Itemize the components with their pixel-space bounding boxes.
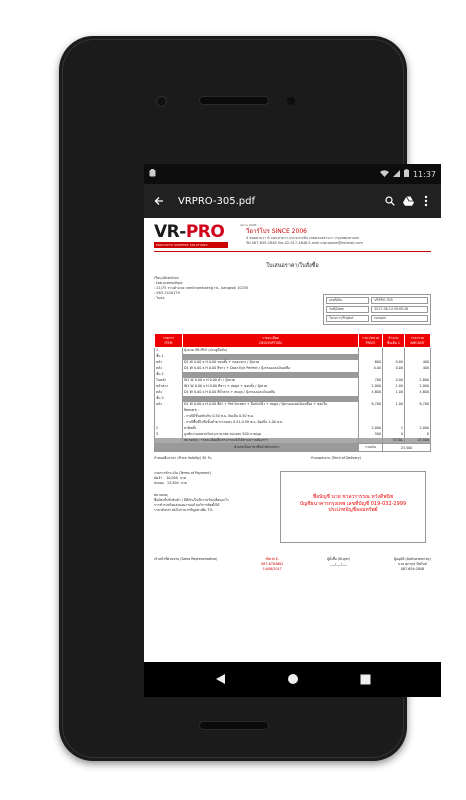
bank-account-box [280, 471, 426, 543]
cell-amt: 23,500 [405, 438, 431, 444]
cell-qty: 1.00 [383, 390, 405, 396]
company-logo [154, 224, 228, 248]
cell-item: ชั้น 2 [155, 372, 183, 378]
cell-price: 0.00 [359, 366, 383, 372]
col-amount-header: ราคารวม AMOUNT [405, 334, 431, 348]
letterhead [154, 224, 431, 252]
cell-desc: มุ้งลวด VR-PRO (ประตูมือจับ) [183, 348, 359, 354]
lower-section [154, 471, 431, 543]
cell-amt: 0 [405, 432, 431, 438]
meta-key: วันที่/Date [326, 306, 369, 313]
total-amount-label: รวมเงิน [359, 444, 383, 452]
cell-qty: 4.00 [383, 378, 405, 384]
total-in-words: ตัวเลขเป็นภาษาที่หน้าอักษรต่าง [155, 444, 359, 452]
cell-item: หลัง [155, 402, 183, 408]
terms-row [154, 456, 431, 461]
customer-line: : 083-7416179 [154, 291, 180, 295]
note-line: ราคาดังกล่าวยังไม่รวมภาษีมูลค่าเพิ่ม 7% [154, 508, 213, 513]
cell-item: ชั้น 3 [155, 396, 183, 402]
items-table [154, 333, 431, 452]
payment-row: มัดจำ 10,000 บาท [154, 476, 187, 481]
cell-qty: 0.00 [383, 360, 405, 366]
cell-desc: W1 W 0.00 x H 0.00 ดำ / มุ้งลวด [183, 378, 359, 384]
cell-amt: 400 [405, 360, 431, 366]
col-description-header: รายละเอียด DESCRIPTION [183, 334, 359, 348]
cell-price: 6,700 [359, 402, 383, 408]
home-nav-icon[interactable] [287, 670, 299, 689]
meta-value: VRPRO-305 [371, 297, 428, 304]
cell-price: 500 [359, 432, 383, 438]
bank-line: ประเภทบัญชีออมทรัพย์ [328, 507, 378, 513]
bank-line: บัญชีธนาคารกรุงเทพ เลขที่บัญชี 019-032-2999 [299, 500, 407, 507]
customer-line: : 21/75 รามคำแหง ramkhamhaeng rd., bangkok 10230 [154, 286, 249, 290]
cell-qty: TOTAL [383, 438, 405, 444]
wifi-icon [380, 170, 389, 179]
col-qty-header: จำนวน ชิ้นเต็ม 1 [383, 334, 405, 348]
cell-desc: W1 W 0.00 x H 0.00 สีขาว + สมดุล + ขอบตั้ง / มุ้งลวด [183, 384, 359, 390]
drive-icon[interactable] [399, 192, 417, 210]
cell-qty: 1 [383, 426, 405, 432]
customer-line: : tbb.prompthpa [154, 281, 183, 285]
clock: 11:37 [412, 169, 436, 179]
customer-info [154, 276, 248, 325]
cell-qty: 1.00 [383, 402, 405, 408]
note-line: การชำระพร้อมส่งมอบงานแล้ว/บริการติดตั้งได้ [154, 503, 220, 508]
meta-value: lumpini [371, 315, 428, 322]
document-title: VRPRO-305.pdf [178, 195, 256, 207]
company-info [246, 228, 363, 246]
since-label: since 2006 [240, 223, 257, 227]
cell-amt: 2,800 [405, 378, 431, 384]
bottom-speaker [199, 721, 269, 730]
signature-row [154, 557, 431, 572]
total-row [155, 444, 431, 452]
cell-item: 1 [155, 348, 183, 354]
cell-desc: ค่าติดตั้ง [183, 426, 359, 432]
quote-meta-table [323, 294, 431, 325]
notes-title: หมายเหตุ [154, 492, 168, 497]
cell-qty: 0.00 [383, 366, 405, 372]
cell-price: 700 [359, 378, 383, 384]
cell-amt: 2,000 [405, 426, 431, 432]
cell-item: หลัง [155, 366, 183, 372]
back-nav-icon[interactable] [215, 670, 226, 689]
meta-key: โครงการ/Project [326, 315, 369, 322]
proximity-sensor [287, 97, 295, 105]
cell-item: หน้าต่าง [155, 384, 183, 390]
back-arrow-icon[interactable] [150, 192, 168, 210]
meta-row [326, 315, 428, 322]
app-bar [144, 184, 441, 218]
cell-desc: Remark : [183, 408, 359, 414]
cell-desc: หมายเหตุ : รายละเอียดอื่นสามารถแจ้งได้ตามความต้องการ [183, 438, 359, 444]
authorized-signature: ผู้อนุมัติ (Authorized by) นาย ศุภากุล มีสกันธ์ 087-659-2848 [393, 557, 431, 571]
note-line: ชื่อบัตรที่ปรับสินค้า / มีสีเกิน/ไม่มีการปรับเปลี่ยนอะไร [154, 497, 229, 502]
cell-item: 3 [155, 432, 183, 438]
cell-amt: 2,000 [405, 384, 431, 390]
payment-notes [154, 471, 274, 543]
payment-title: งวดการชำระเงิน (Terms of Payment) [154, 471, 211, 475]
cell-amt: 6,700 [405, 402, 431, 408]
meta-value: 2017-08-14 09:09:26 [371, 306, 428, 313]
logo-tagline: PRODUCTS SCREENS SOLUTIONS [154, 242, 228, 248]
cell-price: 2,000 [359, 426, 383, 432]
sales-rep-details: Mardi K. 087-6784682 14/08/2017 [261, 557, 284, 571]
pdf-page [144, 218, 441, 662]
front-camera [156, 96, 167, 107]
notification-icon [149, 169, 156, 179]
screen [144, 164, 441, 697]
battery-icon [404, 169, 409, 179]
cell-price: 4,800 [359, 390, 383, 396]
signal-icon [393, 170, 400, 179]
cell-desc: D1 W 0.00 x H 0.00 สีดำ + Pet Screen + มือจับ5นิ้ว + สมดุล / มุ้งกรองแสงเงินเหลือง + ขอบใน [183, 402, 359, 408]
recents-nav-icon[interactable] [360, 670, 371, 689]
customer-block [154, 276, 431, 325]
company-contact: Tel.087-659-2848 Fax.02-917-4848 E-mail:vrproarea@hotmail.com [246, 241, 363, 245]
bank-line: ชื่อบัญชี นาย ชวลวรวรรณ หวังดีพนิช [312, 494, 394, 500]
company-address: 4 ซอยสามวา 6 ถนนสามวา แขวงบางชัน เขตคลองสามวา กรุงเทพมหานคร [246, 236, 360, 240]
search-icon[interactable] [381, 192, 399, 210]
cell-desc: - กรณีพื้นที่ไม่ถึงขั้นต่ำตารางเมตร 0.51-0.99 ซ.ม. คิดเป็น 1.00 ซ.ม. [183, 420, 359, 426]
more-options-icon[interactable] [417, 192, 435, 210]
customer-line: : ไบยอ [154, 296, 165, 300]
delivery-term: กำหนดส่งงาน (Term of Delivery) [310, 456, 361, 460]
sales-signature: เจ้าหน้าที่ฝ่ายขาย (Sales Representative) [154, 557, 218, 561]
cell-item: หลัง [155, 390, 183, 396]
attention-label: เรียน/Attention [154, 276, 179, 280]
col-price-header: ราคา/หน่วย PRICE [359, 334, 383, 348]
cell-desc: D1 W 0.00 x H 0.00 สีขาว + Door Eye Perfect / มุ้งกรองแสงเงินเหลือ [183, 366, 359, 372]
cell-price: 600 [359, 360, 383, 366]
phone-frame [59, 36, 436, 761]
cell-qty: 1.00 [383, 384, 405, 390]
logo-wordmark: VR-PRO [154, 222, 225, 242]
cell-amt: 4,800 [405, 390, 431, 396]
meta-row [326, 306, 428, 313]
cell-qty: 0 [383, 432, 405, 438]
cell-item: 2 [155, 426, 183, 432]
navigation-bar [144, 662, 441, 697]
cell-desc: D1 W 0.00 x H 0.00 สีน้ำตาล + สมดุล / มุ้งกรองแสงเงินเหลือ [183, 390, 359, 396]
cell-item: ชั้น 1 [155, 354, 183, 360]
cell-item: โนหลัง [155, 378, 183, 384]
cell-desc: ถูกพักงานเมตรปรับปรุงราคาต่อ หน่วยละ 500 บาท/จุด [183, 432, 359, 438]
quotation-title: ใบเสนอราคา/ใบสั่งซื้อ [266, 263, 319, 269]
payment-row: ส่งมอบ 13,500 บาท [154, 481, 187, 486]
meta-key: เลขที่/No. [326, 297, 369, 304]
cell-desc: D1 W 0.00 x H 0.00 ขอบตั้ง + กลอนทาง / มุ้งลวด [183, 360, 359, 366]
earpiece-speaker [199, 96, 269, 105]
total-value: 23,500 [383, 444, 431, 452]
cell-item: หลัง [155, 360, 183, 366]
company-name: วีอาร์โปร SINCE 2006 [246, 228, 307, 235]
col-item-header: รายการ ITEM [155, 334, 183, 348]
cell-amt: 400 [405, 366, 431, 372]
price-validity: กำหนดยืนราคา (Price Validity) 30 วัน [154, 456, 212, 460]
cell-price: 2,000 [359, 384, 383, 390]
buyer-signature: ผู้สั่งซื้อ (Buyer) ___/___/___ [327, 557, 351, 566]
meta-row [326, 297, 428, 304]
cell-desc: - กรณีมีชั้นหลักเกิน 0.50 ซ.ม. คิดเป็น 0.50 ซ.ม. [183, 414, 359, 420]
status-bar [144, 164, 441, 184]
